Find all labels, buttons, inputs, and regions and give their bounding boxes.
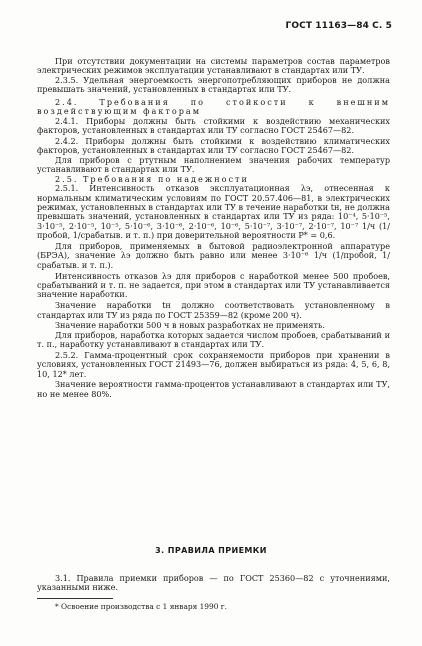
paragraph: При отсутствии документации на системы параметров состав параметров электрических режимов эксплуатации устанавливают в стандартах или ТУ. (37, 56, 390, 76)
footnote: * Освоение производства с 1 января 1990 г. (55, 602, 227, 611)
paragraph: Интенсивность отказов λэ для приборов с наработкой менее 500 пробоев, срабатываний и т. п. не задается, при этом в стандартах или ТУ устанавливается значение наработки. (37, 270, 390, 300)
paragraph: 2.5.1. Интенсивность отказов эксплуатационная λэ, отнесенная к нормальным климатическим условиям по ГОСТ 20.57.406—81, в электрических режимах, установленных в стандартах или ТУ в течение наработки tн, не должна превышать значений, установленных в стандартах или ТУ из ряда: 10⁻⁴, 5·10⁻⁵, 3·10⁻⁵, 2·10⁻⁵, 10⁻⁵, 5·10⁻⁶, 3·10⁻⁶, 2·10⁻⁶, 10⁻⁶, 5·10⁻⁷, 3·10⁻⁷, 2·10⁻⁷, 10⁻⁷ 1/ч (1/пробой, 1/срабатыв. и т. п.) при доверительной вероятности Р* = 0,6. (37, 183, 390, 241)
paragraph: Значение вероятности гамма-процентов устанавливают в стандартах или ТУ, но не менее 80%. (37, 379, 390, 399)
paragraph: 2.3.5. Удельная энергоемкость энергопотребляющих приборов не должна превышать значений, установленных в стандартах или ТУ. (37, 74, 390, 95)
paragraph: Значение наработки 500 ч в новых разработках не применять. (55, 320, 325, 331)
running-head: ГОСТ 11163—84 С. 5 (285, 21, 392, 31)
paragraph: 2.4.1. Приборы должны быть стойкими к воздействию механических факторов, установленных в стандартах или ТУ согласно ГОСТ 25467—82. (37, 115, 390, 136)
section-heading: 3. ПРАВИЛА ПРИЕМКИ (155, 546, 267, 555)
paragraph: 2.5.2. Гамма-процентный срок сохраняемости приборов при хранении в условиях, установленных ГОСТ 21493—76, должен выбираться из ряда: 4, 5, 6, 8, 10, 12* лет. (37, 349, 390, 379)
paragraph: Для приборов с ртутным наполнением значения рабочих температур устанавливают в стандартах или ТУ. (37, 154, 390, 175)
paragraph: 2.4.2. Приборы должны быть стойкими к воздействию климатических факторов, установленных в стандартах или ТУ согласно ГОСТ 25467—82. (37, 135, 390, 156)
paragraph: Для приборов, применяемых в бытовой радиоэлектронной аппаратуре (БРЭА), значение λэ должно быть равно или менее 3·10⁻⁶ 1/ч (1/пробой, 1/срабатыв. и т. п.). (37, 240, 390, 270)
section-body (37, 574, 390, 593)
paragraph: Для приборов, наработка которых задается числом пробоев, срабатываний и т. п., наработку устанавливают в стандартах или ТУ. (37, 329, 390, 350)
paragraph: Значение наработки tн должно соответствовать установленному в стандартах или ТУ из ряда по ГОСТ 25359—82 (кроме 200 ч). (37, 300, 390, 320)
body-text (37, 57, 390, 399)
footnote-rule (37, 598, 113, 599)
paragraph: 3.1. Правила приемки приборов — по ГОСТ 25360—82 с уточнениями, указанными ниже. (37, 573, 390, 593)
subsection-heading: 2.5. Требования по надежности (55, 173, 249, 184)
subsection-heading: 2.4. Требования по стойкости к внешним воздействующим факторам (37, 96, 390, 117)
